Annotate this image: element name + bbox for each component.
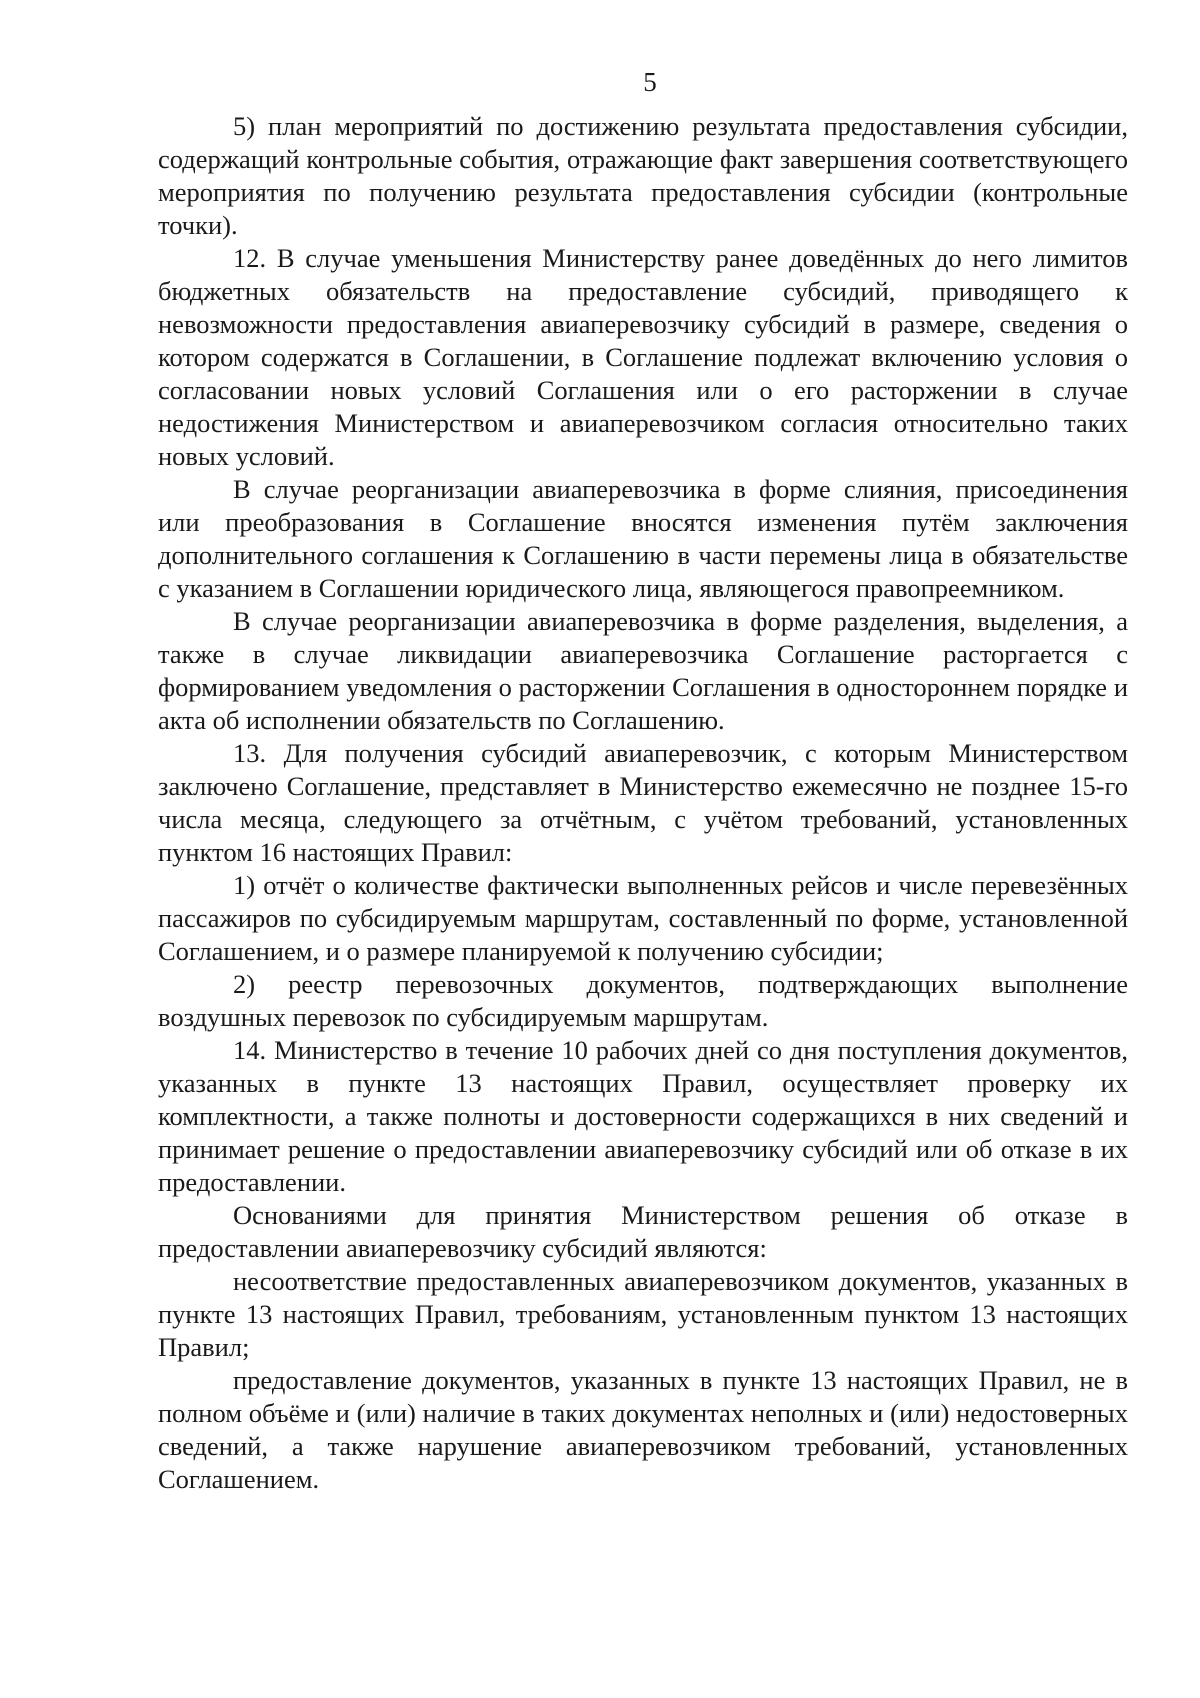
paragraph-reorganization-division: В случае реорганизации авиаперевозчика в форме разделения, выделения, а также в случае ликвидации авиаперевозчика Соглашение расторгается с формированием уведомления о расторжении Соглашения в одностороннем порядке и акта об исполнении обязательств по Соглашению. (158, 606, 1128, 735)
document-body (158, 110, 1128, 1496)
paragraph-refusal-grounds: Основаниями для принятия Министерством решения об отказе в предоставлении авиаперевозчику субсидий являются: (158, 1200, 1128, 1263)
paragraph-refusal-ground-2: предоставление документов, указанных в пункте 13 настоящих Правил, не в полном объёме и (или) наличие в таких документах неполных и (или) недостоверных сведений, а также нарушение авиаперевозчиком требований, установленных Соглашением. (158, 1365, 1128, 1494)
paragraph-13-subsidy-documents: 13. Для получения субсидий авиаперевозчик, с которым Министерством заключено Соглашение, представляет в Министерство ежемесячно не позднее 15-го числа месяца, следующего за отчётным, с учётом требований, установленных пунктом 16 настоящих Правил: (158, 738, 1128, 867)
paragraph-13-item-2-registry: 2) реестр перевозочных документов, подтверждающих выполнение воздушных перевозок по субсидируемым маршрутам. (158, 969, 1128, 1032)
paragraph-reorganization-merger: В случае реорганизации авиаперевозчика в форме слияния, присоединения или преобразования в Соглашение вносятся изменения путём заключения дополнительного соглашения к Соглашению в части перемены лица в обязательстве с указанием в Соглашении юридического лица, являющегося правопреемником. (158, 474, 1128, 603)
paragraph-12-limits-reduction: 12. В случае уменьшения Министерству ранее доведённых до него лимитов бюджетных обязательств на предоставление субсидий, приводящего к невозможности предоставления авиаперевозчику субсидий в размере, сведения о котором содержатся в Соглашении, в Соглашение подлежат включению условия о согласовании новых условий Соглашения или о его расторжении в случае недостижения Министерством и авиаперевозчиком согласия относительно таких новых условий. (158, 243, 1128, 471)
paragraph-13-item-1-report: 1) отчёт о количестве фактически выполненных рейсов и числе перевезённых пассажиров по субсидируемым маршрутам, составленный по форме, установленной Соглашением, и о размере планируемой к получению субсидии; (158, 870, 1128, 966)
paragraph-refusal-ground-1: несоответствие предоставленных авиаперевозчиком документов, указанных в пункте 13 настоящих Правил, требованиям, установленным пунктом 13 настоящих Правил; (158, 1266, 1128, 1362)
paragraph-5-control-points: 5) план мероприятий по достижению результата предоставления субсидии, содержащий контрольные события, отражающие факт завершения соответствующего мероприятия по получению результата предоставления субсидии (контрольные точки). (158, 111, 1128, 240)
paragraph-14-verification: 14. Министерство в течение 10 рабочих дней со дня поступления документов, указанных в пункте 13 настоящих Правил, осуществляет проверку их комплектности, а также полноты и достоверности содержащихся в них сведений и принимает решение о предоставлении авиаперевозчику субсидий или об отказе в их предоставлении. (158, 1035, 1128, 1197)
page-number: 5 (643, 67, 657, 97)
